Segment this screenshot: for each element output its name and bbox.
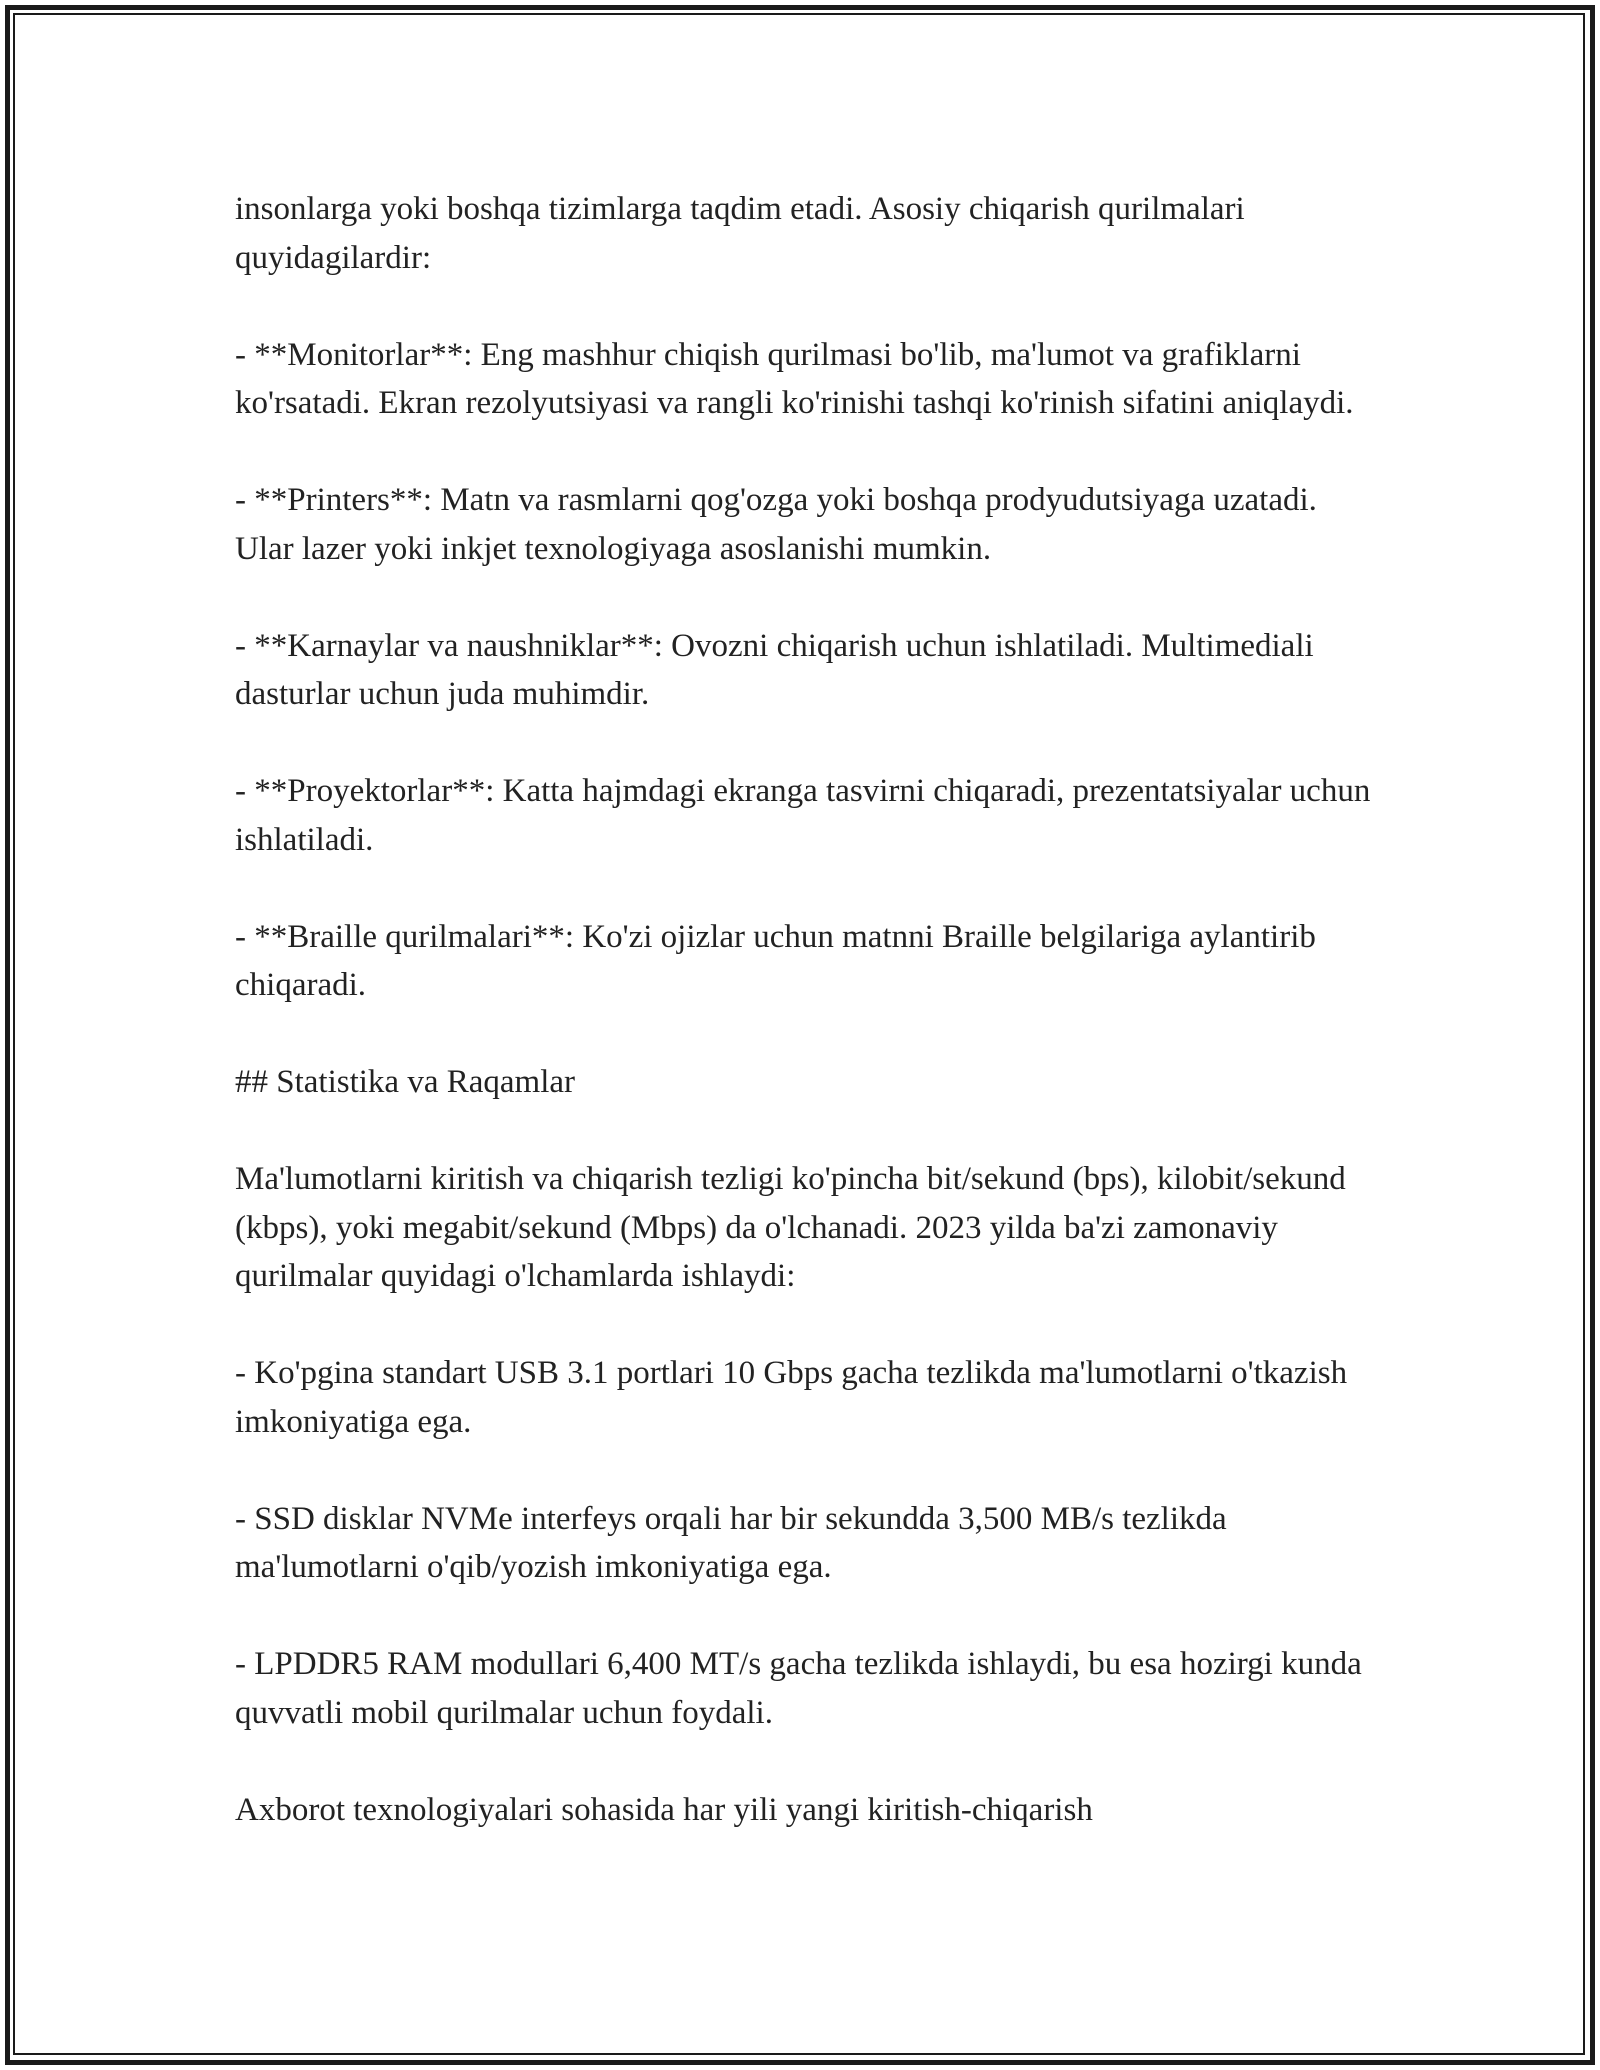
list-item-projectors: - **Proyektorlar**: Katta hajmdagi ekranga tasvirni chiqaradi, prezentatsiyalar uchun ishlatiladi.: [235, 773, 1371, 858]
list-item-braille: - **Braille qurilmalari**: Ko'zi ojizlar uchun matnni Braille belgilariga aylantirib chiqaradi.: [235, 918, 1316, 1003]
list-item-monitors: - **Monitorlar**: Eng mashhur chiqish qurilmasi bo'lib, ma'lumot va grafiklarni ko'rsatadi. Ekran rezolyutsiyasi va rangli ko'rinishi tashqi ko'rinish sifatini aniqlaydi.: [235, 336, 1354, 421]
closing-paragraph: Axborot texnologiyalari sohasida har yili yangi kiritish-chiqarish: [235, 1791, 1093, 1828]
list-item-ssd: - SSD disklar NVMe interfeys orqali har bir sekundda 3,500 MB/s tezlikda ma'lumotlarni o'qib/yozish imkoniyatiga ega.: [235, 1500, 1227, 1585]
statistics-paragraph: Ma'lumotlarni kiritish va chiqarish tezligi ko'pincha bit/sekund (bps), kilobit/sekund (kbps), yoki megabit/sekund (Mbps) da o'lchanadi. 2023 yilda ba'zi zamonaviy qurilmalar quyidagi o'lchamlarda ishlaydi:: [235, 1161, 1346, 1294]
list-item-usb: - Ko'pgina standart USB 3.1 portlari 10 Gbps gacha tezlikda ma'lumotlarni o'tkazish imkoniyatiga ega.: [235, 1355, 1348, 1440]
intro-paragraph: insonlarga yoki boshqa tizimlarga taqdim etadi. Asosiy chiqarish qurilmalari quyidagilardir:: [235, 191, 1245, 276]
list-item-ram: - LPDDR5 RAM modullari 6,400 MT/s gacha tezlikda ishlaydi, bu esa hozirgi kunda quvvatli mobil qurilmalar uchun foydali.: [235, 1646, 1362, 1731]
section-heading: ## Statistika va Raqamlar: [235, 1064, 576, 1100]
list-item-printers: - **Printers**: Matn va rasmlarni qog'ozga yoki boshqa prodyudutsiyaga uzatadi. Ular lazer yoki inkjet texnologiyaga asoslanishi mumkin.: [235, 482, 1317, 567]
list-item-speakers: - **Karnaylar va naushniklar**: Ovozni chiqarish uchun ishlatiladi. Multimediali dasturlar uchun juda muhimdir.: [235, 627, 1314, 712]
document-body: [235, 185, 1375, 1834]
